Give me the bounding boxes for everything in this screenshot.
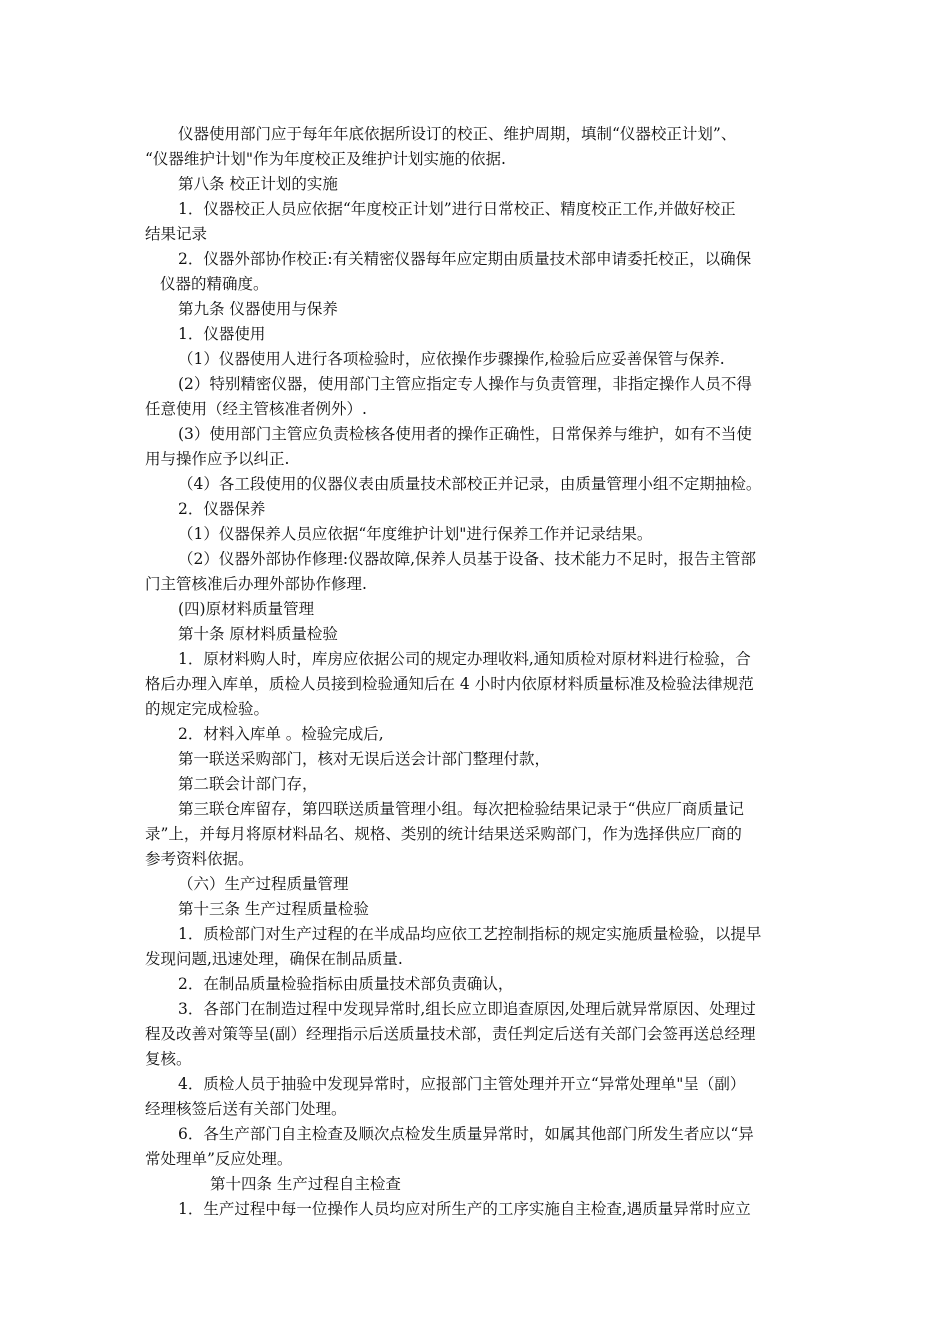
text-line: 1．原材料购人时，库房应依据公司的规定办理收料,通知质检对原材料进行检验，合 xyxy=(178,650,751,668)
text-line: 2．在制品质量检验指标由质量技术部负责确认， xyxy=(178,975,514,993)
text-line: 1．生产过程中每一位操作人员均应对所生产的工序实施自主检查,遇质量异常时应立 xyxy=(178,1200,751,1218)
text-line: 1．质检部门对生产过程的在半成品均应依工艺控制指标的规定实施质量检验，以提早 xyxy=(178,925,762,943)
text-line: 第一联送采购部门，核对无误后送会计部门整理付款， xyxy=(178,750,551,768)
text-line: 2．仪器外部协作校正:有关精密仪器每年应定期由质量技术部申请委托校正，以确保 xyxy=(178,250,752,268)
text-line: 录”上，并每月将原材料品名、规格、类别的统计结果送采购部门，作为选择供应厂商的 xyxy=(145,825,742,843)
text-line: 的规定完成检验。 xyxy=(145,700,270,718)
text-line: (2）特别精密仪器，使用部门主管应指定专人操作与负责管理，非指定操作人员不得 xyxy=(178,375,752,393)
text-line: 仪器的精确度。 xyxy=(160,275,269,293)
section-heading: 第十条 原材料质量检验 xyxy=(178,625,338,643)
text-line: （4）各工段使用的仪器仪表由质量技术部校正并记录，由质量管理小组不定期抽检。 xyxy=(178,475,762,493)
text-line: 1．仪器使用 xyxy=(178,325,266,343)
text-line: 任意使用（经主管核准者例外）. xyxy=(145,400,367,418)
text-line: 4．质检人员于抽验中发现异常时，应报部门主管处理并开立“异常处理单"呈（副） xyxy=(178,1075,746,1093)
text-line: （1）仪器使用人进行各项检验时，应依操作步骤操作,检验后应妥善保管与保养. xyxy=(178,350,725,368)
text-line: 第三联仓库留存，第四联送质量管理小组。每次把检验结果记录于“供应厂商质量记 xyxy=(178,800,744,818)
section-heading: 第十四条 生产过程自主检查 xyxy=(210,1175,401,1193)
text-line: 发现问题,迅速处理，确保在制品质量. xyxy=(145,950,403,968)
text-line: 仪器使用部门应于每年年底依据所设订的校正、维护周期，填制“仪器校正计划”、 xyxy=(178,125,737,143)
text-line: 经理核签后送有关部门处理。 xyxy=(145,1100,347,1118)
text-line: “仪器维护计划"作为年度校正及维护计划实施的依据. xyxy=(145,150,506,168)
text-line: 门主管核准后办理外部协作修理. xyxy=(145,575,367,593)
section-heading: 第九条 仪器使用与保养 xyxy=(178,300,338,318)
section-heading: (四)原材料质量管理 xyxy=(178,600,315,618)
text-line: 程及改善对策等呈(副）经理指示后送质量技术部，责任判定后送有关部门会签再送总经理 xyxy=(145,1025,756,1043)
text-line: 2．仪器保养 xyxy=(178,500,266,518)
text-line: 格后办理入库单，质检人员接到检验通知后在 4 小时内依原材料质量标准及检验法律规范 xyxy=(145,675,754,693)
text-line: 3．各部门在制造过程中发现异常时,组长应立即追查原因,处理后就异常原因、处理过 xyxy=(178,1000,756,1018)
text-line: (3）使用部门主管应负责检核各使用者的操作正确性，日常保养与维护，如有不当使 xyxy=(178,425,752,443)
text-line: 用与操作应予以纠正. xyxy=(145,450,290,468)
text-line: 第二联会计部门存， xyxy=(178,775,318,793)
section-heading: 第八条 校正计划的实施 xyxy=(178,175,338,193)
text-line: 2．材料入库单 。检验完成后, xyxy=(178,725,384,743)
text-line: （2）仪器外部协作修理:仪器故障,保养人员基于设备、技术能力不足时，报告主管部 xyxy=(178,550,757,568)
text-line: 6．各生产部门自主检查及顺次点检发生质量异常时，如属其他部门所发生者应以“异 xyxy=(178,1125,754,1143)
section-heading: 第十三条 生产过程质量检验 xyxy=(178,900,369,918)
text-line: 结果记录 xyxy=(145,225,208,243)
text-line: （1）仪器保养人员应依据“年度维护计划"进行保养工作并记录结果。 xyxy=(178,525,653,543)
text-line: 1．仪器校正人员应依据“年度校正计划”进行日常校正、精度校正工作,并做好校正 xyxy=(178,200,736,218)
text-line: 常处理单”反应处理。 xyxy=(145,1150,293,1168)
section-heading: （六）生产过程质量管理 xyxy=(178,875,349,893)
text-line: 参考资料依据。 xyxy=(145,850,254,868)
text-line: 复核。 xyxy=(145,1050,192,1068)
